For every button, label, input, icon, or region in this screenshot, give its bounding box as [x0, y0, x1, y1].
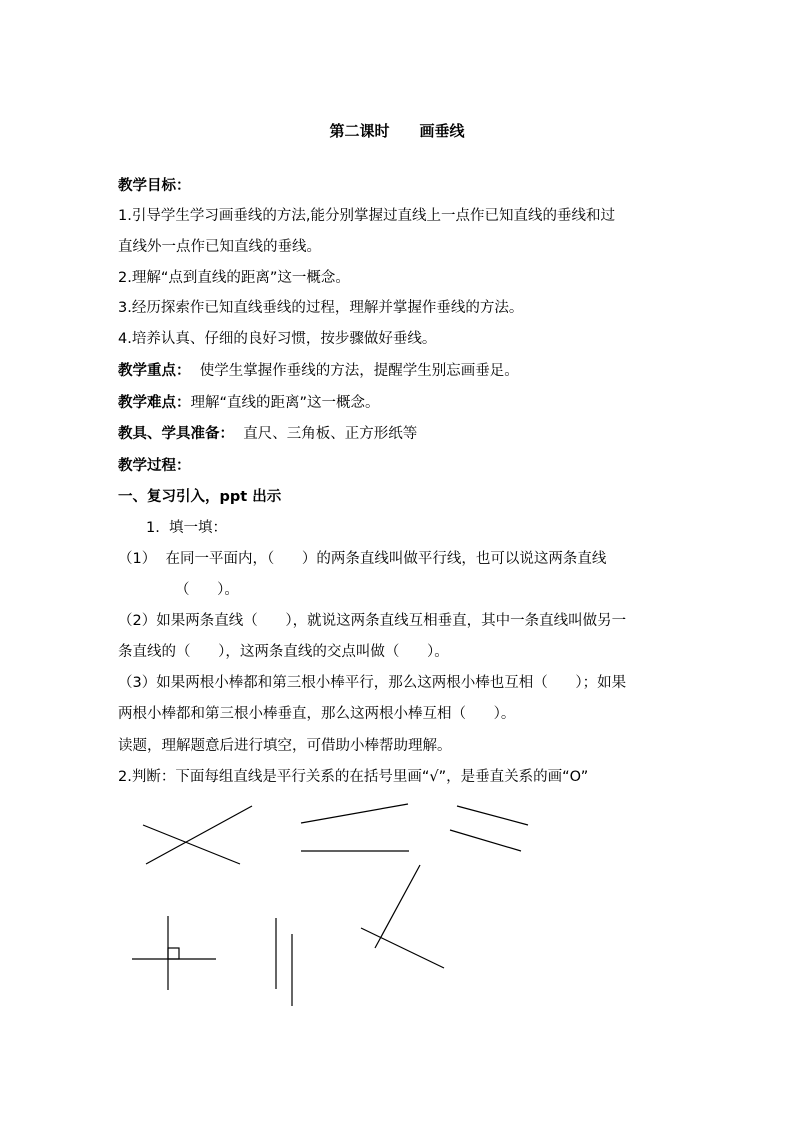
figure-6-line-a — [375, 865, 420, 948]
objective-line-4: 3.经历探索作已知直线垂线的过程，理解并掌握作垂线的方法。 — [118, 300, 524, 316]
section-review: 一、复习引入，ppt 出示 — [118, 489, 282, 505]
fill-heading: 1. 填一填： — [146, 520, 228, 536]
page-title: 第二课时 画垂线 — [329, 122, 465, 140]
question-3-line-2: 两根小棒都和第三根小棒垂直，那么这两根小棒互相（ ）。 — [118, 706, 516, 722]
figure-perpendicular-lines — [132, 916, 216, 990]
difficulty-text: 理解“直线的距离”这一概念。 — [190, 395, 380, 411]
key-point-label: 教学重点： — [118, 363, 191, 379]
question-2-line-2: 条直线的（ ），这两条直线的交点叫做（ ）。 — [118, 644, 449, 660]
key-point-text: 使学生掌握作垂线的方法，提醒学生别忘画垂足。 — [190, 363, 519, 379]
question-1-line-1: （1） 在同一平面内，（ ）的两条直线叫做平行线，也可以说这两条直线 — [118, 551, 607, 567]
question-2-line-1: （2）如果两条直线（ ），就说这两条直线互相垂直，其中一条直线叫做另一 — [118, 613, 627, 629]
figure-intersecting-lines-2 — [361, 865, 444, 968]
tools-text: 直尺、三角板、正方形纸等 — [234, 426, 418, 442]
tools-label: 教具、学具准备： — [118, 426, 234, 442]
reading-note: 读题，理解题意后进行填空，可借助小棒帮助理解。 — [118, 738, 452, 754]
objective-line-3: 2.理解“点到直线的距离”这一概念。 — [118, 270, 350, 286]
figure-2-line-a — [301, 804, 408, 823]
question-3-line-1: （3）如果两根小棒都和第三根小棒平行，那么这两根小棒也互相（ ）；如果 — [118, 675, 627, 691]
figure-1-line-b — [146, 806, 252, 864]
objective-line-2: 直线外一点作已知直线的垂线。 — [118, 239, 321, 255]
difficulty-label: 教学难点： — [118, 395, 191, 411]
figure-parallel-slanted-lines — [450, 806, 528, 851]
question-1-line-2: （ ）。 — [175, 582, 239, 598]
figure-6-line-b — [361, 928, 444, 968]
right-angle-mark — [168, 948, 179, 959]
objectives-heading: 教学目标： — [118, 178, 191, 194]
process-heading: 教学过程： — [118, 458, 191, 474]
figure-3-line-a — [457, 806, 528, 825]
objective-line-1: 1.引导学生学习画垂线的方法,能分别掌握过直线上一点作已知直线的垂线和过 — [118, 208, 615, 224]
figure-3-line-b — [450, 830, 521, 851]
objective-line-5: 4.培养认真、仔细的良好习惯，按步骤做好垂线。 — [118, 331, 437, 347]
figure-near-parallel-lines — [301, 804, 409, 851]
figure-parallel-vertical-lines — [276, 918, 292, 1006]
figure-intersecting-lines-1 — [143, 806, 252, 864]
judge-instruction: 2.判断：下面每组直线是平行关系的在括号里画“√”，是垂直关系的画“O” — [118, 769, 589, 785]
